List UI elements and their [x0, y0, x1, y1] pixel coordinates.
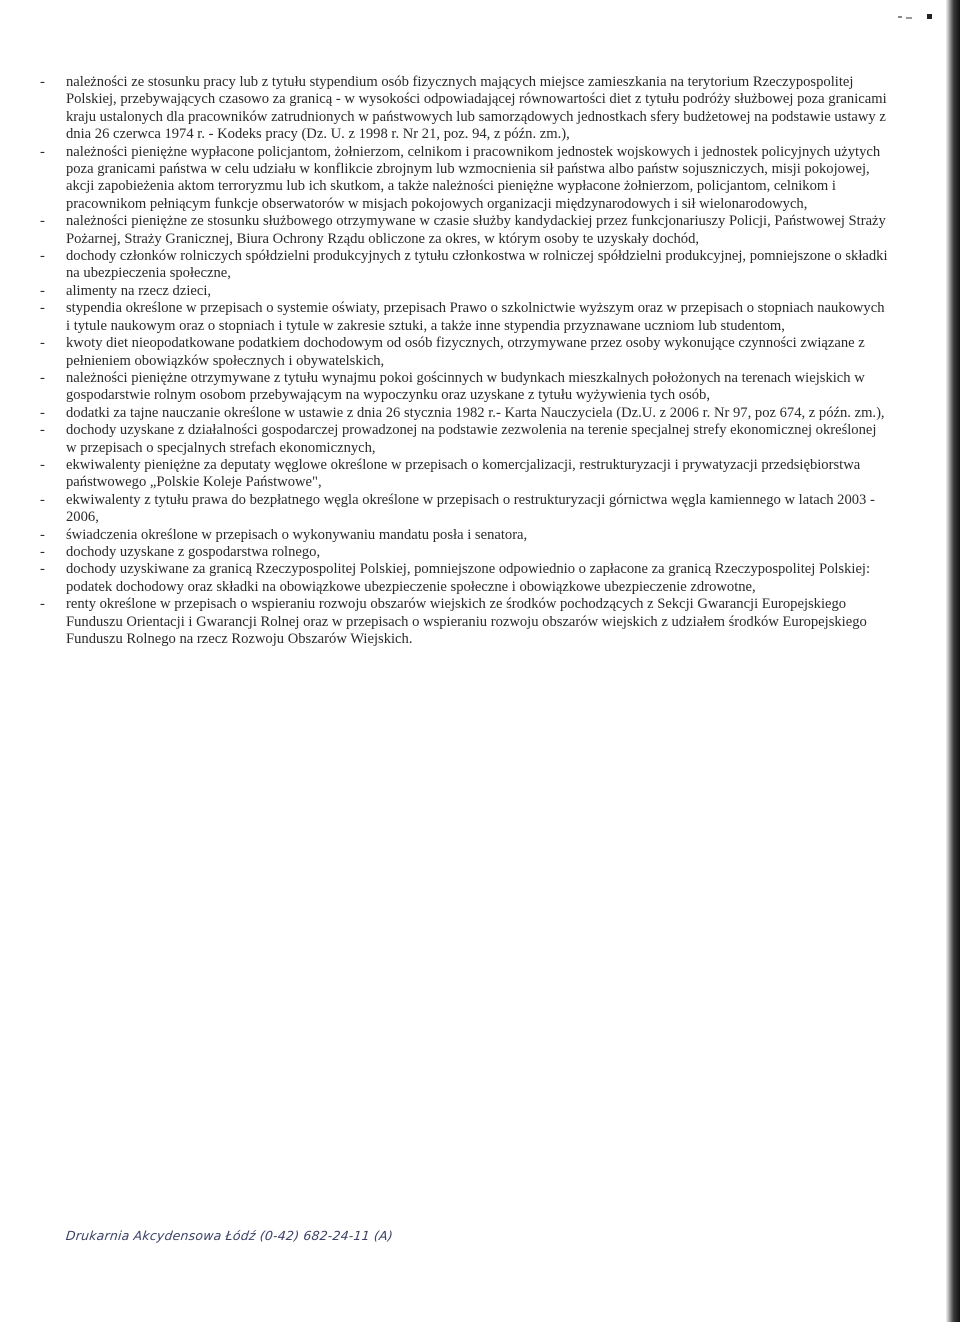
list-item: - należności pieniężne otrzymywane z tytułu wynajmu pokoi gościnnych w budynkach mieszkalnych położonych na terenach wiejskich w gospodarstwie rolnym osobom przebywającym na wypoczynku oraz uzyskane z tytułu wyżywienia tych osób, — [40, 369, 865, 404]
list-dash: - — [40, 561, 45, 578]
list-dash: - — [40, 213, 45, 230]
list-item: - ekwiwalenty z tytułu prawa do bezpłatnego węgla określone w przepisach o restrukturyzacji górnictwa węgla kamiennego w latach 2003 - 2006, — [40, 491, 875, 526]
list-dash: - — [40, 404, 45, 421]
list-dash: - — [40, 143, 45, 160]
list-item: - należności pieniężne ze stosunku służbowego otrzymywane w czasie służby kandydackiej przez funkcjonariuszy Policji, Państwowej Straży Pożarnej, Straży Granicznej, Biura Ochrony Rządu obliczone za okres, w którym osoby te uzyskały dochód, — [40, 213, 886, 247]
list-dash: - — [40, 282, 45, 299]
list-item: - należności ze stosunku pracy lub z tytułu stypendium osób fizycznych mających miejsce zamieszkania na terytorium Rzeczypospolitej Polskiej, przebywających czasowo za granicą - w wysokości odpowiadającej równowartości diet z tytułu podróży służbowej poza granicami kraju ustalonych dla pracowników zatrudnionych w państwowych lub samorządowych jednostkach sfery budżetowej na podstawie ustawy z dnia 26 czerwca 1974 r. - Kodeks pracy (Dz. U. z 1998 r. Nr 21, poz. 94, z późn. zm.), — [40, 74, 887, 143]
list-dash: - — [40, 543, 45, 560]
list-item: - dochody uzyskiwane za granicą Rzeczypospolitej Polskiej, pomniejszone odpowiednio o zapłacone za granicą Rzeczypospolitej Polskiej: podatek dochodowy oraz składki na obowiązkowe ubezpieczenie społeczne i obowiązkowe ubezpieczenie zdrowotne, — [40, 561, 871, 595]
list-dash: - — [40, 335, 45, 352]
list-item: - dodatki za tajne nauczanie określone w ustawie z dnia 26 stycznia 1982 r.- Karta Nauczyciela (Dz.U. z 2006 r. Nr 97, poz 674, z późn. zm.), — [40, 404, 885, 421]
list-item: - należności pieniężne wypłacone policjantom, żołnierzom, celnikom i pracownikom jednostek wojskowych i jednostek policyjnych użytych poza granicami państwa w celu udziału w konflikcie zbrojnym lub wzmocnienia sił państwa albo państw sojuszniczych, misji pokojowej, akcji zapobieżenia aktom terroryzmu lub ich skutkom, a także należności pieniężne wypłacone żołnierzom, policjantom, celnikom i pracownikom pełniącym funkcje obserwatorów w misjach pokojowych organizacji międzynarodowych i sił wielonarodowych, — [40, 143, 881, 212]
list-dash: - — [40, 526, 45, 543]
list-dash: - — [40, 300, 45, 317]
list-dash: - — [40, 369, 45, 386]
list-item: - ekwiwalenty pieniężne za deputaty węglowe określone w przepisach o komercjalizacji, restrukturyzacji i prywatyzacji przedsiębiorstwa państwowego „Polskie Koleje Państwowe", — [40, 456, 861, 491]
printer-imprint: Drukarnia Akcydensowa Łódź (0-42) 682-24-11 (A) — [65, 1228, 394, 1243]
list-item: - dochody członków rolniczych spółdzielni produkcyjnych z tytułu członkostwa w rolniczej spółdzielni produkcyjnej, pomniejszone o składki na ubezpieczenia społeczne, — [40, 248, 888, 282]
list-item: - dochody uzyskane z gospodarstwa rolnego, — [40, 543, 321, 560]
list-dash: - — [40, 491, 45, 508]
list-dash: - — [40, 596, 45, 613]
scan-mark — [927, 14, 932, 19]
list-item: - kwoty diet nieopodatkowane podatkiem dochodowym od osób fizycznych, otrzymywane przez osoby wykonujące czynności związane z pełnieniem obowiązków społecznych i obywatelskich, — [40, 335, 865, 369]
list-item: - dochody uzyskane z działalności gospodarczej prowadzonej na podstawie zezwolenia na terenie specjalnej strefy ekonomicznej określonej w przepisach o specjalnych strefach ekonomicznych, — [40, 422, 877, 456]
list-dash: - — [40, 422, 45, 439]
list-item: - alimenty na rzecz dzieci, — [40, 282, 212, 299]
scan-edge-shadow — [946, 0, 960, 1322]
income-list — [40, 74, 890, 648]
list-dash: - — [40, 456, 45, 473]
scan-mark — [906, 17, 912, 19]
list-dash: - — [40, 248, 45, 265]
list-item: - renty określone w przepisach o wspieraniu rozwoju obszarów wiejskich ze środków pochodzących z Sekcji Gwarancji Europejskiego Funduszu Orientacji i Gwarancji Rolnej oraz w przepisach o wspieraniu rozwoju obszarów wiejskich z udziałem środków Europejskiego Funduszu Rolnego na rzecz Rozwoju Obszarów Wiejskich. — [40, 596, 867, 647]
list-item: - świadczenia określone w przepisach o wykonywaniu mandatu posła i senatora, — [40, 526, 528, 543]
list-dash: - — [40, 74, 45, 90]
scan-mark — [898, 16, 902, 18]
list-item: - stypendia określone w przepisach o systemie oświaty, przepisach Prawo o szkolnictwie wyższym oraz w przepisach o stopniach naukowych i tytule naukowym oraz o stopniach i tytule w zakresie sztuki, a także inne stypendia przyznawane uczniom lub studentom, — [40, 300, 885, 334]
